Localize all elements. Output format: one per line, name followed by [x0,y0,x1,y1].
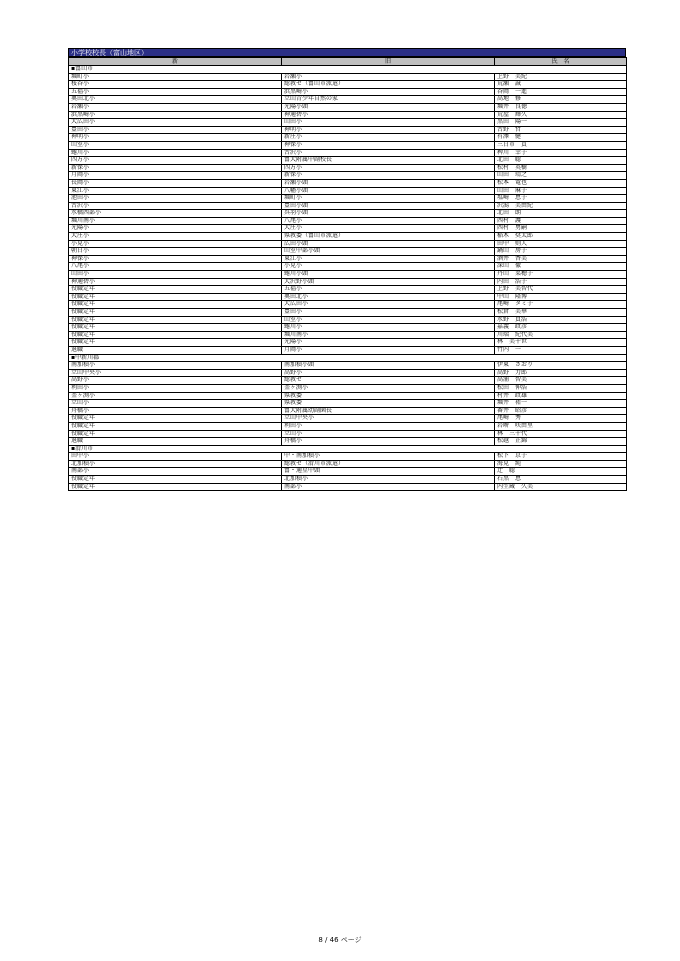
table-row [69,301,627,309]
new-position-cell: 浜黒崎小 [69,111,282,119]
old-position-cell: 総教セ（滑川市派遣） [282,460,495,468]
new-position-cell: 役職定年 [69,483,282,491]
table-row [69,271,627,279]
table-row [69,141,627,149]
section-row [69,354,627,362]
new-position-cell: 豊田小 [69,126,282,134]
old-position-cell: 富大附属幼副園長 [282,407,495,415]
name-cell: 上野 美紀 [495,73,627,81]
old-position-cell: 蜷川小頭 [282,271,495,279]
new-position-cell: 立山小 [69,400,282,408]
table-row [69,316,627,324]
name-cell: 山田 靖之 [495,172,627,180]
table-row [69,202,627,210]
name-cell: 石黒 恵 [495,476,627,484]
new-position-cell: 神通碧小 [69,278,282,286]
name-cell: 辻 聡 [495,468,627,476]
new-position-cell: 役職定年 [69,286,282,294]
name-cell: 丹山 菜穂子 [495,271,627,279]
old-position-cell: 神保小 [282,141,495,149]
new-position-cell: 朝日小 [69,248,282,256]
old-position-cell: 東江小 [282,255,495,263]
new-position-cell: 役職定年 [69,476,282,484]
old-position-cell: 釜ヶ渕小 [282,384,495,392]
old-position-cell: 神通碧小 [282,111,495,119]
table-row [69,483,627,491]
table-row [69,240,627,248]
new-position-cell: 光陽小 [69,225,282,233]
table-row [69,278,627,286]
table-row [69,248,627,256]
old-position-cell: 県教委 [282,400,495,408]
name-cell: 中山 隆博 [495,293,627,301]
name-cell: 沢潟 美由紀 [495,202,627,210]
new-position-cell: 舟橋小 [69,407,282,415]
old-position-cell: 立山中央小 [282,415,495,423]
table-row [69,430,627,438]
new-position-cell: 立山中央小 [69,369,282,377]
name-cell: 川端 紀代美 [495,331,627,339]
header-new: 新 [69,58,282,66]
table-row [69,81,627,89]
name-cell: 有澤 健 [495,134,627,142]
old-position-cell: 利田小 [282,422,495,430]
name-cell: 岩峅 咲由里 [495,422,627,430]
new-position-cell: 山室小 [69,141,282,149]
name-cell: 上野 美智代 [495,286,627,294]
new-position-cell: 役職定年 [69,430,282,438]
new-position-cell: 高野小 [69,377,282,385]
header-name: 氏 名 [495,58,627,66]
old-position-cell: 岩瀬小頭 [282,179,495,187]
new-position-cell: 古沢小 [69,202,282,210]
old-position-cell: 高野小 [282,369,495,377]
table-row [69,255,627,263]
name-cell: 稲木 奨太郎 [495,233,627,241]
new-position-cell: 神保小 [69,255,282,263]
old-position-cell: 舟橋小 [282,438,495,446]
table-row [69,468,627,476]
old-position-cell: 堀川南小 [282,331,495,339]
old-position-cell: 南加積小頭 [282,362,495,370]
old-position-cell: 立山小 [282,430,495,438]
old-position-cell: 県教委 [282,392,495,400]
old-position-cell: 総教セ（富山市派遣） [282,81,495,89]
new-position-cell: 大広田小 [69,119,282,127]
name-cell: 荒屋 輝久 [495,111,627,119]
new-position-cell: 東江小 [69,187,282,195]
name-cell: 西村 勇嗣 [495,225,627,233]
new-position-cell: 利田小 [69,384,282,392]
table-row [69,179,627,187]
new-position-cell: 神明小 [69,134,282,142]
header-row [69,58,627,66]
table-row [69,134,627,142]
name-cell: 黒田 陽一 [495,119,627,127]
new-position-cell: 退職 [69,346,282,354]
section-label: ▪中新川郡 [69,354,627,362]
old-position-cell: 大沢野小頭 [282,278,495,286]
old-position-cell: 北加積小 [282,476,495,484]
name-cell: 西村 護 [495,217,627,225]
section-row [69,445,627,453]
old-position-cell: 八尾小 [282,217,495,225]
name-cell: 内田 浩子 [495,278,627,286]
table-row [69,88,627,96]
name-cell: 松本 竜也 [495,179,627,187]
table-row [69,476,627,484]
new-position-cell: 山田小 [69,271,282,279]
old-position-cell: 山室中部小頭 [282,248,495,256]
name-cell: 林 美千世 [495,339,627,347]
table-row [69,225,627,233]
name-cell: 伊東 さおり [495,362,627,370]
name-cell: 尾崎 タミ子 [495,301,627,309]
name-cell: 松下 京子 [495,453,627,461]
old-position-cell: 奥田北小 [282,293,495,301]
name-cell: 高浦 智美 [495,377,627,385]
table-row [69,438,627,446]
new-position-cell: 役職定年 [69,339,282,347]
name-cell: 谷岡 一進 [495,88,627,96]
new-position-cell: 新保小 [69,164,282,172]
name-cell: 田中 则人 [495,240,627,248]
new-position-cell: 北加積小 [69,460,282,468]
new-position-cell: 役職定年 [69,415,282,423]
personnel-table [68,57,627,491]
name-cell: 高野 力郎 [495,369,627,377]
old-position-cell: 月岡小 [282,346,495,354]
new-position-cell: 小見小 [69,240,282,248]
old-position-cell: 光陽小 [282,339,495,347]
page-number: 8 / 46 ページ [318,936,362,944]
new-position-cell: 退職 [69,438,282,446]
table-title: 小学校校長（富山地区） [68,48,626,57]
new-position-cell: 田中小 [69,453,282,461]
table-row [69,362,627,370]
old-position-cell: 山室小 [282,316,495,324]
table-row [69,172,627,180]
new-position-cell: 桜谷小 [69,81,282,89]
table-row [69,187,627,195]
table-row [69,157,627,165]
name-cell: 鍋山 房子 [495,248,627,256]
name-cell: 松村 英樹 [495,164,627,172]
name-cell: 堀井 祐一 [495,400,627,408]
new-position-cell: 役職定年 [69,331,282,339]
old-position-cell: 堀町小 [282,195,495,203]
name-cell: 高地 修 [495,96,627,104]
name-cell: 林 三千代 [495,430,627,438]
old-position-cell: 蜷川小 [282,324,495,332]
table-row [69,331,627,339]
name-cell: 水野 貞浩 [495,316,627,324]
old-position-cell: 神明小 [282,126,495,134]
old-position-cell: 山田小 [282,119,495,127]
name-cell: 北田 朗 [495,210,627,218]
name-cell: 酒井 香美 [495,255,627,263]
name-cell: 海見 純 [495,460,627,468]
name-cell: 荒瀬 誠 [495,81,627,89]
table-row [69,460,627,468]
new-position-cell: 八尾小 [69,263,282,271]
table-row [69,149,627,157]
new-position-cell: 池田小 [69,195,282,203]
new-position-cell: 役職定年 [69,301,282,309]
name-cell: 村井 政雄 [495,392,627,400]
old-position-cell: 新庄小 [282,134,495,142]
table-row [69,346,627,354]
table-row [69,384,627,392]
new-position-cell: 南部小 [69,468,282,476]
name-cell: 松越 正錦 [495,438,627,446]
header-old: 旧 [282,58,495,66]
table-row [69,73,627,81]
table-row [69,164,627,172]
new-position-cell: 四方小 [69,157,282,165]
name-cell: 尾崎 秀 [495,415,627,423]
name-cell: 嘉義 政彦 [495,324,627,332]
old-position-cell: 中・南加積小 [282,453,495,461]
old-position-cell: 県教委（富山市派遣） [282,233,495,241]
old-position-cell: 南部小 [282,483,495,491]
name-cell: 竹内 一 [495,346,627,354]
table-body [69,66,627,491]
table-row [69,96,627,104]
new-position-cell: 五福小 [69,88,282,96]
table-row [69,453,627,461]
table-row [69,263,627,271]
old-position-cell: 豊田小 [282,309,495,317]
table-row [69,210,627,218]
old-position-cell: 富大附属中副校長 [282,157,495,165]
old-position-cell: 八幡小頭 [282,187,495,195]
table-row [69,377,627,385]
table-row [69,293,627,301]
name-cell: 深山 徹 [495,263,627,271]
new-position-cell: 堀町小 [69,73,282,81]
section-label: ▪滑川市 [69,445,627,453]
old-position-cell: 光陽小頭 [282,103,495,111]
old-position-cell: 広田小頭 [282,240,495,248]
table-row [69,407,627,415]
new-position-cell: 役職定年 [69,293,282,301]
name-cell: 稗川 幸子 [495,149,627,157]
table-row [69,369,627,377]
table-row [69,126,627,134]
table-row [69,217,627,225]
old-position-cell: 岩瀬小 [282,73,495,81]
table-row [69,233,627,241]
old-position-cell: 大庄小 [282,225,495,233]
name-cell: 番井 昭彦 [495,407,627,415]
table-row [69,195,627,203]
new-position-cell: 大庄小 [69,233,282,241]
table-row [69,392,627,400]
new-position-cell: 蜷川小 [69,149,282,157]
old-position-cell: 大広田小 [282,301,495,309]
new-position-cell: 役職定年 [69,422,282,430]
name-cell: 古野 哲 [495,126,627,134]
name-cell: 山田 麻子 [495,187,627,195]
new-position-cell: 釜ヶ渕小 [69,392,282,400]
new-position-cell: 役職定年 [69,316,282,324]
new-position-cell: 堀川南小 [69,217,282,225]
name-cell: 三日市 貢 [495,141,627,149]
roster-sheet [68,48,626,491]
old-position-cell: 呉羽小頭 [282,210,495,218]
section-label: ▪富山市 [69,66,627,74]
table-row [69,119,627,127]
old-position-cell: 古沢小 [282,149,495,157]
name-cell: 松田 伸浩 [495,384,627,392]
table-row [69,324,627,332]
name-cell: 塩崎 恵子 [495,195,627,203]
table-row [69,400,627,408]
old-position-cell: 立山青少年自然の家 [282,96,495,104]
name-cell: 堀井 良徳 [495,103,627,111]
new-position-cell: 奥田北小 [69,96,282,104]
name-cell: 内生蔵 久美 [495,483,627,491]
new-position-cell: 長岡小 [69,179,282,187]
table-row [69,286,627,294]
old-position-cell: 浜黒崎小 [282,88,495,96]
old-position-cell: 新保小 [282,172,495,180]
name-cell: 松倉 美華 [495,309,627,317]
old-position-cell: 小見小 [282,263,495,271]
new-position-cell: 月岡小 [69,172,282,180]
new-position-cell: 岩瀬小 [69,103,282,111]
table-row [69,339,627,347]
old-position-cell: 豊田小頭 [282,202,495,210]
new-position-cell: 役職定年 [69,324,282,332]
table-row [69,111,627,119]
table-row [69,422,627,430]
new-position-cell: 南加積小 [69,362,282,370]
section-row [69,66,627,74]
table-row [69,309,627,317]
old-position-cell: 四方小 [282,164,495,172]
table-row [69,103,627,111]
old-position-cell: 五福小 [282,286,495,294]
name-cell: 北田 聡 [495,157,627,165]
new-position-cell: 水橋西部小 [69,210,282,218]
old-position-cell: 総教セ [282,377,495,385]
old-position-cell: 富・通星中頭 [282,468,495,476]
table-row [69,415,627,423]
new-position-cell: 役職定年 [69,309,282,317]
